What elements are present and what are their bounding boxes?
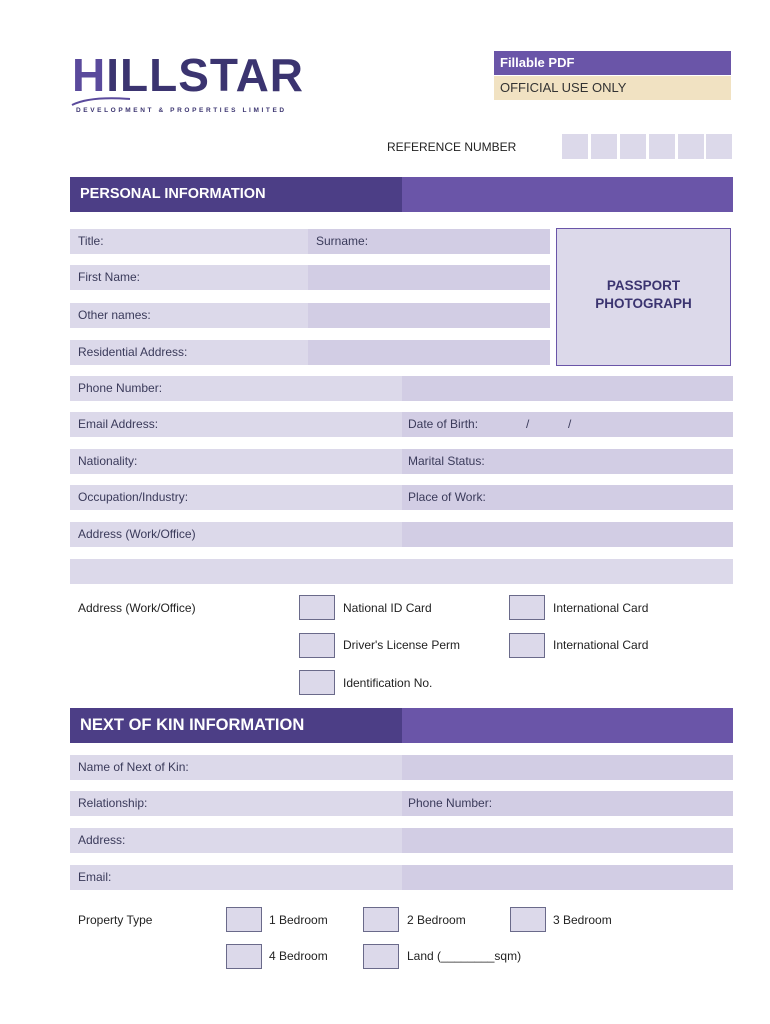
- four-bedroom-label: 4 Bedroom: [269, 949, 328, 963]
- one-bedroom-checkbox[interactable]: [226, 907, 262, 932]
- kin-address-label: Address:: [78, 833, 126, 847]
- two-bedroom-checkbox[interactable]: [363, 907, 399, 932]
- place-of-work-label: Place of Work:: [408, 490, 486, 504]
- company-logo: [72, 50, 304, 100]
- identification-no-label: Identification No.: [343, 676, 433, 690]
- work-address-field[interactable]: [70, 522, 733, 547]
- international-card-checkbox-1[interactable]: [509, 595, 545, 620]
- kin-relationship-phone-row[interactable]: [70, 791, 733, 816]
- passport-photo-box[interactable]: [556, 228, 731, 366]
- kin-email-field[interactable]: [70, 865, 733, 890]
- dob-separator-2: /: [568, 417, 572, 431]
- title-surname-row[interactable]: [70, 229, 550, 254]
- kin-name-field[interactable]: [70, 755, 733, 780]
- reference-digit-1[interactable]: [562, 134, 588, 159]
- international-card-label-2: International Card: [553, 638, 649, 652]
- reference-number-label: REFERENCE NUMBER: [387, 140, 517, 154]
- reference-digit-3[interactable]: [620, 134, 646, 159]
- email-dob-row[interactable]: [70, 412, 733, 437]
- work-address-label: Address (Work/Office): [78, 527, 196, 541]
- next-of-kin-header: [70, 708, 733, 743]
- international-card-checkbox-2[interactable]: [509, 633, 545, 658]
- kin-email-label: Email:: [78, 870, 112, 884]
- reference-digit-2[interactable]: [591, 134, 617, 159]
- official-use-banner: OFFICIAL USE ONLY: [494, 76, 731, 100]
- occupation-workplace-row[interactable]: [70, 485, 733, 510]
- reference-digit-5[interactable]: [678, 134, 704, 159]
- logo-arc-icon: [70, 96, 140, 106]
- surname-label: Surname:: [316, 234, 369, 248]
- email-label: Email Address:: [78, 417, 159, 431]
- logo-wordmark: ILLSTAR: [106, 49, 305, 101]
- land-label: Land (________sqm): [407, 949, 522, 963]
- passport-line-1: PASSPORT: [606, 278, 681, 293]
- occupation-label: Occupation/Industry:: [78, 490, 189, 504]
- reference-digit-4[interactable]: [649, 134, 675, 159]
- phone-number-field[interactable]: [70, 376, 733, 401]
- other-names-field[interactable]: [70, 303, 550, 328]
- four-bedroom-checkbox[interactable]: [226, 944, 262, 969]
- drivers-license-checkbox[interactable]: [299, 633, 335, 658]
- first-name-label: First Name:: [78, 270, 141, 284]
- three-bedroom-checkbox[interactable]: [510, 907, 546, 932]
- three-bedroom-label: 3 Bedroom: [553, 913, 612, 927]
- drivers-license-label: Driver's License Perm: [343, 638, 460, 652]
- id-section-label: Address (Work/Office): [78, 601, 196, 615]
- residential-address-field[interactable]: [70, 340, 550, 365]
- one-bedroom-label: 1 Bedroom: [269, 913, 328, 927]
- property-type-label: Property Type: [78, 913, 153, 927]
- national-id-checkbox[interactable]: [299, 595, 335, 620]
- personal-info-header: [70, 177, 733, 212]
- first-name-field[interactable]: [70, 265, 550, 290]
- title-label: Title:: [78, 234, 104, 248]
- logo-letter-h: H: [72, 49, 107, 101]
- nationality-marital-row[interactable]: [70, 449, 733, 474]
- dob-separator-1: /: [526, 417, 530, 431]
- other-names-label: Other names:: [78, 308, 151, 322]
- land-checkbox[interactable]: [363, 944, 399, 969]
- kin-address-field[interactable]: [70, 828, 733, 853]
- logo-tagline: DEVELOPMENT & PROPERTIES LIMITED: [76, 107, 287, 114]
- international-card-label-1: International Card: [553, 601, 649, 615]
- dob-label: Date of Birth:: [408, 417, 479, 431]
- passport-line-2: PHOTOGRAPH: [595, 296, 692, 311]
- kin-relationship-label: Relationship:: [78, 796, 148, 810]
- identification-no-checkbox[interactable]: [299, 670, 335, 695]
- kin-name-label: Name of Next of Kin:: [78, 760, 189, 774]
- work-address-line-2[interactable]: [70, 559, 733, 584]
- personal-info-title: PERSONAL INFORMATION: [80, 186, 266, 202]
- kin-phone-label: Phone Number:: [408, 796, 493, 810]
- nationality-label: Nationality:: [78, 454, 138, 468]
- fillable-pdf-banner: Fillable PDF: [494, 51, 731, 75]
- reference-digit-6[interactable]: [706, 134, 732, 159]
- marital-status-label: Marital Status:: [408, 454, 485, 468]
- phone-number-label: Phone Number:: [78, 381, 163, 395]
- national-id-label: National ID Card: [343, 601, 432, 615]
- next-of-kin-title: NEXT OF KIN INFORMATION: [80, 716, 305, 734]
- two-bedroom-label: 2 Bedroom: [407, 913, 466, 927]
- residential-address-label: Residential Address:: [78, 345, 188, 359]
